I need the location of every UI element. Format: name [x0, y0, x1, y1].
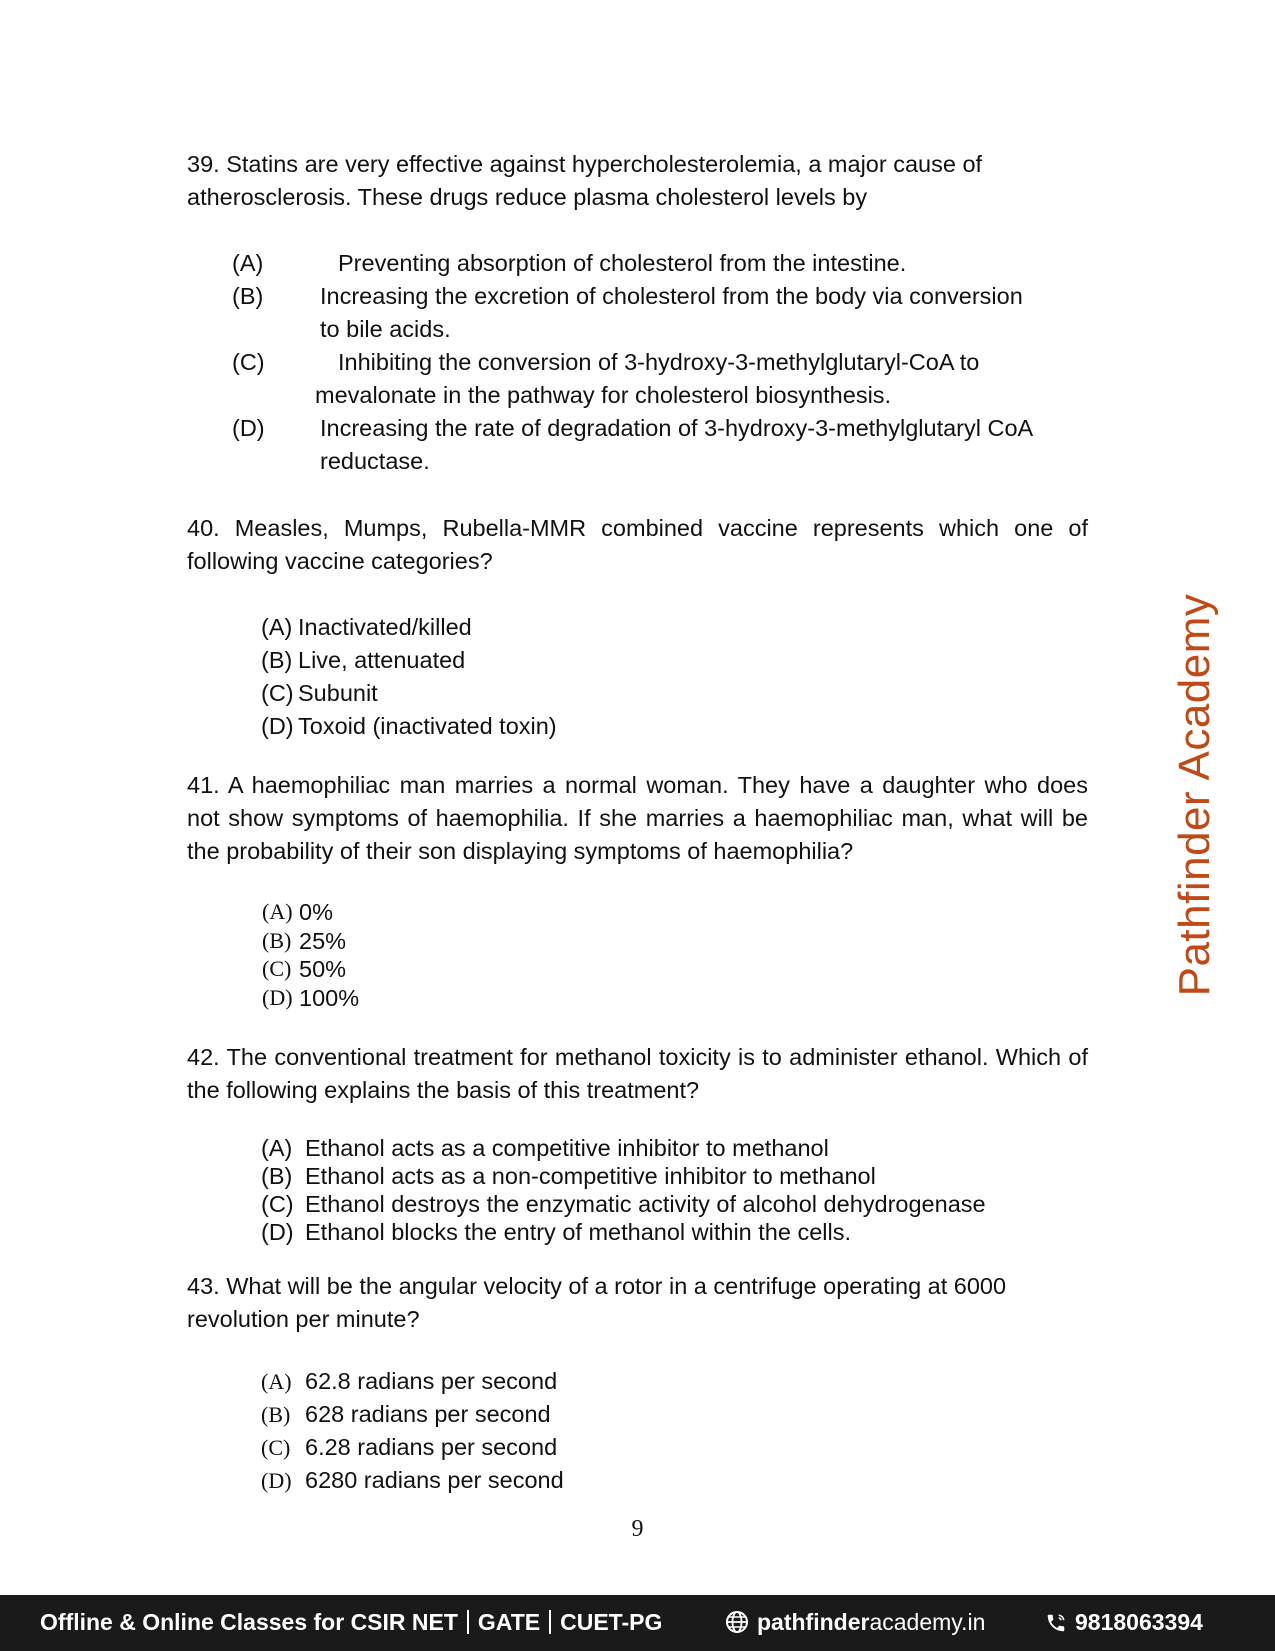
- globe-icon: [725, 1610, 749, 1634]
- option-43-a: [261, 1365, 761, 1398]
- option-text: Ethanol destroys the enzymatic activity of alcohol dehydrogenase: [305, 1191, 986, 1217]
- website-bold: pathfinder: [757, 1609, 870, 1635]
- option-text: Inactivated/killed: [298, 614, 472, 640]
- question-42-options: [261, 1134, 1061, 1246]
- option-text: Preventing absorption of cholesterol from the intestine.: [338, 250, 907, 276]
- option-39-b-continued: [232, 313, 1092, 346]
- option-text: 6.28 radians per second: [305, 1434, 558, 1460]
- option-text: Toxoid (inactivated toxin): [298, 713, 557, 739]
- option-label: (A): [261, 614, 293, 640]
- option-41-b: [262, 927, 562, 956]
- option-label: (B): [261, 647, 293, 673]
- option-text: 25%: [299, 927, 347, 954]
- option-40-c: [261, 677, 761, 710]
- option-label: (A): [261, 1369, 292, 1394]
- question-41-stem: 41. A haemophiliac man marries a normal woman. They have a daughter who does not show symptoms of haemophilia. If she marries a haemophiliac man, what will be the probability of their son displaying symptoms of haemophilia?: [187, 772, 1088, 864]
- option-39-c-continued: [232, 379, 1092, 412]
- option-label: (C): [261, 680, 294, 706]
- option-text: 6280 radians per second: [305, 1467, 564, 1493]
- phone-number: 9818063394: [1075, 1609, 1203, 1635]
- option-40-b: [261, 644, 761, 677]
- question-41-options: [262, 898, 562, 1012]
- option-label: (B): [261, 1402, 291, 1427]
- option-41-d: [262, 984, 562, 1013]
- footer-class-csir: Offline & Online Classes for CSIR NET: [40, 1609, 458, 1635]
- question-39-options: [232, 247, 1092, 478]
- option-label: (C): [261, 1191, 294, 1217]
- separator: [549, 1610, 551, 1634]
- separator: [467, 1610, 469, 1634]
- watermark: Pathfinder Academy: [1170, 593, 1219, 997]
- option-text: Increasing the excretion of cholesterol from the body via conversion: [320, 283, 1023, 309]
- option-label: (A): [261, 1135, 293, 1161]
- option-text: 62.8 radians per second: [305, 1368, 558, 1394]
- option-40-a: [261, 611, 761, 644]
- footer-class-cuet: CUET-PG: [560, 1609, 663, 1635]
- option-label: (B): [261, 1163, 293, 1189]
- option-43-b: [261, 1398, 761, 1431]
- option-text-continued: mevalonate in the pathway for cholesterol biosynthesis.: [315, 382, 892, 408]
- question-40-stem: 40. Measles, Mumps, Rubella-MMR combined vaccine represents which one of following vaccine categories?: [187, 515, 1088, 574]
- option-43-d: [261, 1464, 761, 1497]
- option-text: 100%: [299, 984, 360, 1011]
- option-label: (D): [262, 984, 293, 1010]
- option-39-d-continued: [232, 445, 1092, 478]
- footer-phone[interactable]: [1045, 1609, 1203, 1636]
- option-text-continued: reductase.: [320, 448, 430, 474]
- option-43-c: [261, 1431, 761, 1464]
- option-42-a: [261, 1134, 1061, 1162]
- option-42-c: [261, 1190, 1061, 1218]
- question-40-options: [261, 611, 761, 743]
- page-number: 9: [631, 1516, 644, 1542]
- option-label: (D): [261, 713, 294, 739]
- option-text: 628 radians per second: [305, 1401, 551, 1427]
- option-40-d: [261, 710, 761, 743]
- question-43-options: [261, 1365, 761, 1497]
- option-label: (D): [261, 1468, 292, 1493]
- option-text-continued: to bile acids.: [320, 316, 451, 342]
- footer-website[interactable]: [725, 1609, 985, 1636]
- option-text: Ethanol acts as a competitive inhibitor to methanol: [305, 1135, 829, 1161]
- option-text: 50%: [299, 956, 347, 982]
- option-label: (B): [262, 927, 292, 953]
- option-label: (D): [232, 415, 265, 441]
- option-label: (D): [261, 1219, 294, 1245]
- option-label: (C): [261, 1435, 291, 1460]
- option-label: (C): [232, 349, 265, 375]
- option-text: Ethanol acts as a non-competitive inhibitor to methanol: [305, 1163, 876, 1189]
- option-text: Subunit: [298, 680, 378, 706]
- option-label: (C): [262, 956, 292, 981]
- question-42-stem: 42. The conventional treatment for methanol toxicity is to administer ethanol. Which of the following explains the basis of this treatment?: [187, 1044, 1088, 1103]
- footer-classes: [40, 1609, 662, 1636]
- option-text: Ethanol blocks the entry of methanol within the cells.: [305, 1219, 852, 1245]
- option-text: Live, attenuated: [298, 647, 466, 673]
- footer-banner: [0, 1595, 1275, 1651]
- website-rest: academy.in: [869, 1609, 986, 1635]
- option-41-c: [262, 955, 562, 984]
- question-39-stem: 39. Statins are very effective against hypercholesterolemia, a major cause of atherosclerosis. These drugs reduce plasma cholesterol levels by: [187, 151, 983, 210]
- option-label: (A): [262, 899, 293, 924]
- option-39-b: [232, 280, 1092, 313]
- option-label: (A): [232, 250, 264, 276]
- option-39-d: [232, 412, 1092, 445]
- option-42-b: [261, 1162, 1061, 1190]
- footer-class-gate: GATE: [477, 1609, 541, 1635]
- option-text: 0%: [299, 899, 333, 925]
- option-text: Inhibiting the conversion of 3-hydroxy-3-methylglutaryl-CoA to: [338, 349, 980, 375]
- option-39-a: [232, 247, 1092, 280]
- option-label: (B): [232, 283, 264, 309]
- option-39-c: [232, 346, 1092, 379]
- phone-icon: [1045, 1612, 1067, 1634]
- option-text: Increasing the rate of degradation of 3-hydroxy-3-methylglutaryl CoA: [320, 415, 1034, 441]
- question-43-stem: 43. What will be the angular velocity of a rotor in a centrifuge operating at 6000 revolution per minute?: [187, 1273, 1007, 1332]
- option-41-a: [262, 898, 562, 927]
- option-42-d: [261, 1218, 1061, 1246]
